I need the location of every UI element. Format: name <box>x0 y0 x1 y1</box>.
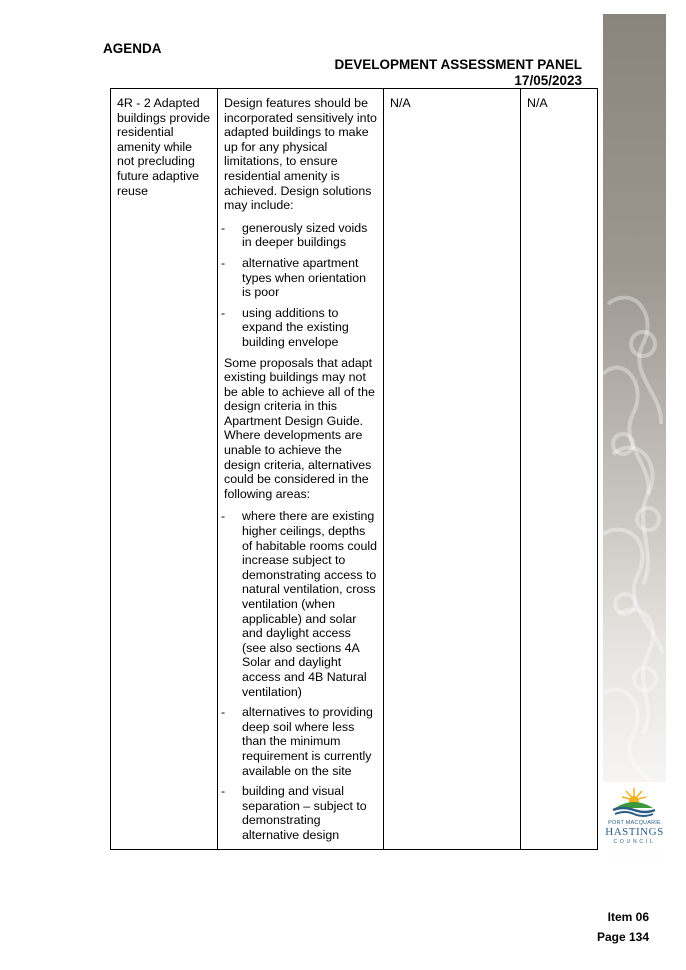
council-logo-emblem <box>603 782 666 818</box>
guidance-cell <box>218 89 384 850</box>
guidance-intro: Design features should be incorporated sensitively into adapted buildings to make up for any physical limitations, to ensure residential amenity is achieved. Design solutions may include: <box>224 96 377 213</box>
agenda-heading: AGENDA <box>103 41 162 56</box>
guidance-paragraph: Some proposals that adapt existing buildings may not be able to achieve all of the design criteria in this Apartment Design Guide. Where developments are unable to achieve the design criteria, alternatives could be considered in the following areas: <box>224 355 375 501</box>
list-item: - using additions to expand the existing building envelope <box>221 305 349 349</box>
page-number: Page 134 <box>596 930 649 944</box>
list-item: - where there are existing higher ceilings, depths of habitable rooms could increase subject to demonstrating access to natural ventilation, cross ventilation (when applicable) and solar and daylight access (see also sections 4A Solar and daylight access and 4B Natural ventilation) <box>221 509 378 699</box>
item-number: Item 06 <box>607 910 649 924</box>
list-item: - alternatives to providing deep soil where less than the minimum requirement is currently available on the site <box>221 705 373 778</box>
decorative-sidebar <box>603 14 666 864</box>
panel-heading: DEVELOPMENT ASSESSMENT PANEL <box>334 57 582 72</box>
list-item: - generously sized voids in deeper buildings <box>221 220 368 250</box>
assessment-table <box>110 88 598 850</box>
council-logo <box>603 782 666 852</box>
compliance-cell <box>384 89 521 850</box>
design-solutions-list <box>221 220 377 350</box>
list-item: - alternative apartment types when orientation is poor <box>221 255 366 300</box>
comment-cell <box>521 89 598 850</box>
objective-cell <box>111 89 218 850</box>
objective-text: 4R - 2 Adapted buildings provide residential amenity while not precluding future adaptive reuse <box>117 96 210 198</box>
logo-line-1: PORT MACQUARIE <box>608 820 661 826</box>
swirl-pattern <box>603 14 666 864</box>
logo-line-2: HASTINGS <box>605 826 664 838</box>
compliance-text: N/A <box>390 96 411 110</box>
alternatives-list <box>221 509 378 842</box>
list-item: - building and visual separation – subject to demonstrating alternative design <box>221 784 367 842</box>
logo-line-3: COUNCIL <box>613 839 656 845</box>
meeting-date: 17/05/2023 <box>514 73 582 88</box>
table-row <box>111 89 598 850</box>
comment-text: N/A <box>527 96 548 110</box>
